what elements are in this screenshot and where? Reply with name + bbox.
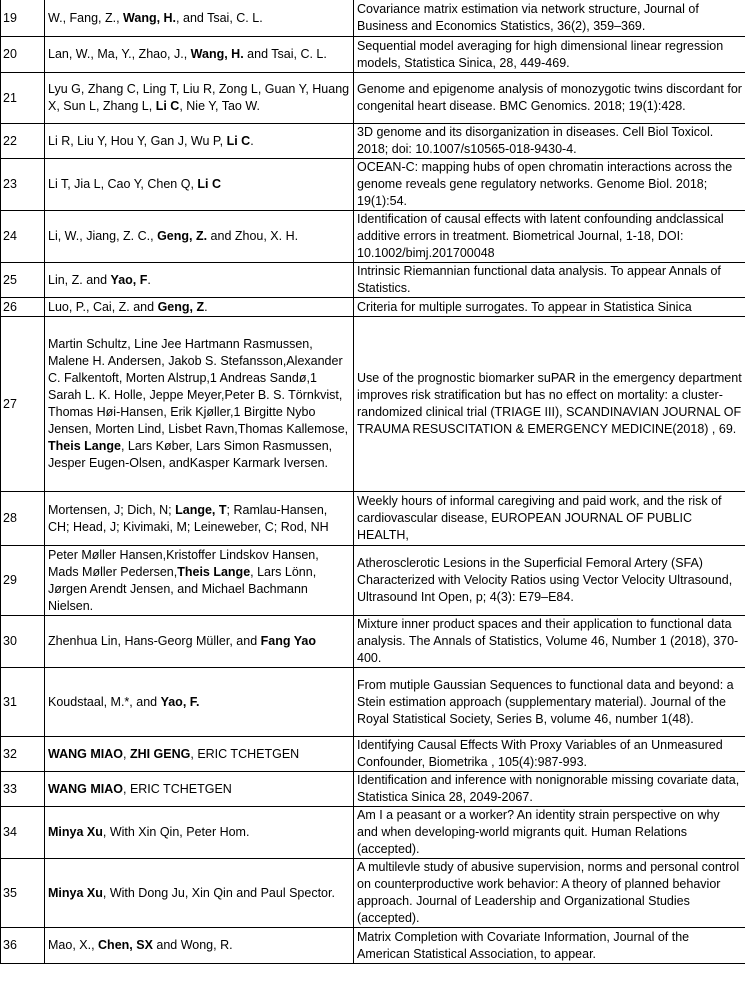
author-text: . bbox=[250, 133, 254, 148]
authors-cell bbox=[45, 807, 354, 859]
row-number: 28 bbox=[1, 492, 45, 546]
authors-cell bbox=[45, 668, 354, 737]
author-text: Koudstaal, M.*, and bbox=[48, 694, 161, 709]
authors-cell bbox=[45, 0, 354, 37]
authors-cell bbox=[45, 211, 354, 263]
author-text: , With Xin Qin, Peter Hom. bbox=[102, 825, 250, 839]
highlighted-author: Li C bbox=[197, 177, 222, 191]
authors-cell bbox=[45, 772, 354, 807]
table-row bbox=[1, 73, 745, 124]
row-number: 34 bbox=[1, 807, 45, 859]
author-text: Peter Møller Hansen,Kristoffer Lindskov Hansen, Mads Møller Pedersen, bbox=[48, 547, 319, 579]
row-number: 22 bbox=[1, 124, 45, 159]
publication-cell: From mutiple Gaussian Sequences to functional data and beyond: a Stein estimation approach (supplementary material). Journal of the Royal Statistical Society, Series B, volume 46, number 1(48). bbox=[354, 668, 745, 737]
authors-cell bbox=[45, 124, 354, 159]
author-text: , Lars Lönn, Jørgen Arendt Jensen, and Michael Bachmann Nielsen. bbox=[48, 564, 317, 613]
publication-cell: Use of the prognostic biomarker suPAR in the emergency department improves risk stratification but has no effect on mortality: a cluster-randomized clinical trial (TRIAGE III), SCANDINAVIAN JOURNAL OF TRAUMA RESUSCITATION & EMERGENCY MEDICINE(2018) , 69. bbox=[354, 317, 745, 492]
row-number: 33 bbox=[1, 772, 45, 807]
author-text: Li R, Liu Y, Hou Y, Gan J, Wu P, bbox=[48, 133, 227, 148]
author-text: Lyu G, Zhang C, Ling T, Liu R, Zong L, Guan Y, Huang X, Sun L, Zhang L, bbox=[48, 82, 350, 113]
table-row bbox=[1, 668, 745, 737]
table-row bbox=[1, 159, 745, 211]
authors-cell bbox=[45, 928, 354, 964]
author-text: , Lars Køber, Lars Simon Rasmussen, Jesper Eugen-Olsen, andKasper Karmark Iversen. bbox=[48, 439, 333, 470]
author-text: W., Fang, Z., bbox=[48, 10, 124, 25]
highlighted-author: Theis Lange bbox=[48, 439, 121, 453]
row-number: 23 bbox=[1, 159, 45, 211]
publications-table-body bbox=[1, 0, 745, 964]
publication-cell: A multilevle study of abusive supervision, norms and personal control on counterproductive work behavior: A theory of planned behavior approach. Journal of Leadership and Organizational Studies (accepted). bbox=[354, 859, 745, 928]
highlighted-author: WANG MIAO bbox=[48, 781, 123, 796]
table-row bbox=[1, 298, 745, 317]
table-row bbox=[1, 211, 745, 263]
table-row bbox=[1, 928, 745, 964]
authors-cell bbox=[45, 492, 354, 546]
highlighted-author: Fang Yao bbox=[260, 634, 316, 648]
publication-cell: Sequential model averaging for high dimensional linear regression models, Statistica Sinica, 28, 449-469. bbox=[354, 37, 745, 73]
highlighted-author: Geng, Z bbox=[157, 299, 205, 314]
publication-cell: Covariance matrix estimation via network structure, Journal of Business and Economics Statistics, 36(2), 359–369. bbox=[354, 0, 745, 37]
author-text: , and Tsai, C. L. bbox=[176, 10, 263, 25]
table-row bbox=[1, 772, 745, 807]
highlighted-author: Yao, F. bbox=[160, 694, 200, 709]
highlighted-author: Theis Lange bbox=[177, 564, 251, 579]
author-text: Lan, W., Ma, Y., Zhao, J., bbox=[48, 47, 191, 61]
author-text: and Tsai, C. L. bbox=[243, 47, 327, 61]
row-number: 20 bbox=[1, 37, 45, 73]
author-text: , ERIC TCHETGEN bbox=[123, 781, 232, 796]
author-text: Zhenhua Lin, Hans-Georg Müller, and bbox=[48, 634, 261, 648]
row-number: 27 bbox=[1, 317, 45, 492]
publication-cell: Identification and inference with nonignorable missing covariate data, Statistica Sinica 28, 2049-2067. bbox=[354, 772, 745, 807]
authors-cell bbox=[45, 737, 354, 772]
table-row bbox=[1, 317, 745, 492]
authors-cell bbox=[45, 317, 354, 492]
row-number: 36 bbox=[1, 928, 45, 964]
author-text: , ERIC TCHETGEN bbox=[190, 746, 300, 761]
author-text: , bbox=[123, 746, 130, 761]
authors-cell bbox=[45, 263, 354, 298]
highlighted-author: WANG MIAO bbox=[48, 746, 123, 761]
highlighted-author: Lange, T bbox=[175, 502, 227, 517]
table-row bbox=[1, 546, 745, 616]
publication-cell: Weekly hours of informal caregiving and paid work, and the risk of cardiovascular disease, EUROPEAN JOURNAL OF PUBLIC HEALTH, bbox=[354, 492, 745, 546]
row-number: 21 bbox=[1, 73, 45, 124]
table-row bbox=[1, 263, 745, 298]
publication-cell: Mixture inner product spaces and their application to functional data analysis. The Annals of Statistics, Volume 46, Number 1 (2018), 370-400. bbox=[354, 616, 745, 668]
row-number: 35 bbox=[1, 859, 45, 928]
publication-cell: Matrix Completion with Covariate Information, Journal of the American Statistical Association, to appear. bbox=[354, 928, 745, 964]
highlighted-author: Minya Xu bbox=[48, 885, 103, 900]
highlighted-author: Wang, H. bbox=[123, 10, 177, 25]
table-row bbox=[1, 807, 745, 859]
publication-cell: Atherosclerotic Lesions in the Superficial Femoral Artery (SFA) Characterized with Velocity Ratios using Vector Velocity Ultrasound, Ultrasound Int Open, p; 4(3): E79–E84. bbox=[354, 546, 745, 616]
author-text: Martin Schultz, Line Jee Hartmann Rasmussen, Malene H. Andersen, Jakob S. Stefansson,Alexander C. Falkentoft, Morten Alstrup,1 Andreas Sandø,1 Sarah L. K. Holle, Jeppe Meyer,Peter B. S. Törnkvist, Thomas Høi-Hansen, Erik Kjøller,1 Birgitte Nybo Jensen, Morten Lind, Lisbet Ravn,Thomas Kallemose, bbox=[48, 337, 349, 436]
highlighted-author: Wang, H. bbox=[190, 47, 244, 61]
authors-cell bbox=[45, 616, 354, 668]
row-number: 24 bbox=[1, 211, 45, 263]
highlighted-author: Chen, SX bbox=[98, 938, 153, 952]
table-row bbox=[1, 616, 745, 668]
row-number: 32 bbox=[1, 737, 45, 772]
authors-cell bbox=[45, 37, 354, 73]
publication-cell: Identification of causal effects with latent confounding andclassical additive errors in treatment. Biometrical Journal, 1-18, DOI: 10.1002/bimj.201700048 bbox=[354, 211, 745, 263]
authors-cell bbox=[45, 546, 354, 616]
row-number: 26 bbox=[1, 298, 45, 317]
highlighted-author: Yao, F bbox=[110, 272, 148, 287]
highlighted-author: ZHI GENG bbox=[129, 746, 191, 761]
author-text: and Zhou, X. H. bbox=[207, 229, 299, 243]
author-text: Li, W., Jiang, Z. C., bbox=[48, 229, 158, 243]
table-row bbox=[1, 0, 745, 37]
author-text: . bbox=[204, 299, 208, 314]
publication-cell: OCEAN-C: mapping hubs of open chromatin interactions across the genome reveals gene regulatory networks. Genome Biol. 2018; 19(1):54. bbox=[354, 159, 745, 211]
table-row bbox=[1, 124, 745, 159]
author-text: and Wong, R. bbox=[152, 938, 233, 952]
table-row bbox=[1, 492, 745, 546]
highlighted-author: Minya Xu bbox=[48, 825, 103, 839]
table-row bbox=[1, 859, 745, 928]
authors-cell bbox=[45, 159, 354, 211]
publication-cell: Criteria for multiple surrogates. To appear in Statistica Sinica bbox=[354, 298, 745, 317]
author-text: Mortensen, J; Dich, N; bbox=[48, 502, 176, 517]
row-number: 29 bbox=[1, 546, 45, 616]
authors-cell bbox=[45, 859, 354, 928]
highlighted-author: Geng, Z. bbox=[157, 229, 208, 243]
author-text: , With Dong Ju, Xin Qin and Paul Spector. bbox=[102, 885, 335, 900]
table-row bbox=[1, 737, 745, 772]
publication-cell: Identifying Causal Effects With Proxy Variables of an Unmeasured Confounder, Biometrika , 105(4):987-993. bbox=[354, 737, 745, 772]
authors-cell bbox=[45, 298, 354, 317]
row-number: 31 bbox=[1, 668, 45, 737]
publication-cell: 3D genome and its disorganization in diseases. Cell Biol Toxicol. 2018; doi: 10.1007/s10565-018-9430-4. bbox=[354, 124, 745, 159]
author-text: Mao, X., bbox=[48, 938, 99, 952]
publication-cell: Intrinsic Riemannian functional data analysis. To appear Annals of Statistics. bbox=[354, 263, 745, 298]
table-row bbox=[1, 37, 745, 73]
author-text: Luo, P., Cai, Z. and bbox=[48, 299, 158, 314]
highlighted-author: Li C bbox=[155, 99, 180, 113]
publication-cell: Genome and epigenome analysis of monozygotic twins discordant for congenital heart disease. BMC Genomics. 2018; 19(1):428. bbox=[354, 73, 745, 124]
highlighted-author: Li C bbox=[226, 133, 251, 148]
author-text: ; Ramlau-Hansen, CH; Head, J; Kivimaki, M; Leineweber, C; Rod, NH bbox=[48, 502, 329, 534]
author-text: Li T, Jia L, Cao Y, Chen Q, bbox=[48, 177, 198, 191]
row-number: 25 bbox=[1, 263, 45, 298]
author-text: . bbox=[147, 272, 151, 287]
author-text: Lin, Z. and bbox=[48, 272, 111, 287]
publication-cell: Am I a peasant or a worker? An identity strain perspective on why and when developing-world migrants quit. Human Relations (accepted). bbox=[354, 807, 745, 859]
row-number: 19 bbox=[1, 0, 45, 37]
row-number: 30 bbox=[1, 616, 45, 668]
authors-cell bbox=[45, 73, 354, 124]
author-text: , Nie Y, Tao W. bbox=[179, 99, 260, 113]
